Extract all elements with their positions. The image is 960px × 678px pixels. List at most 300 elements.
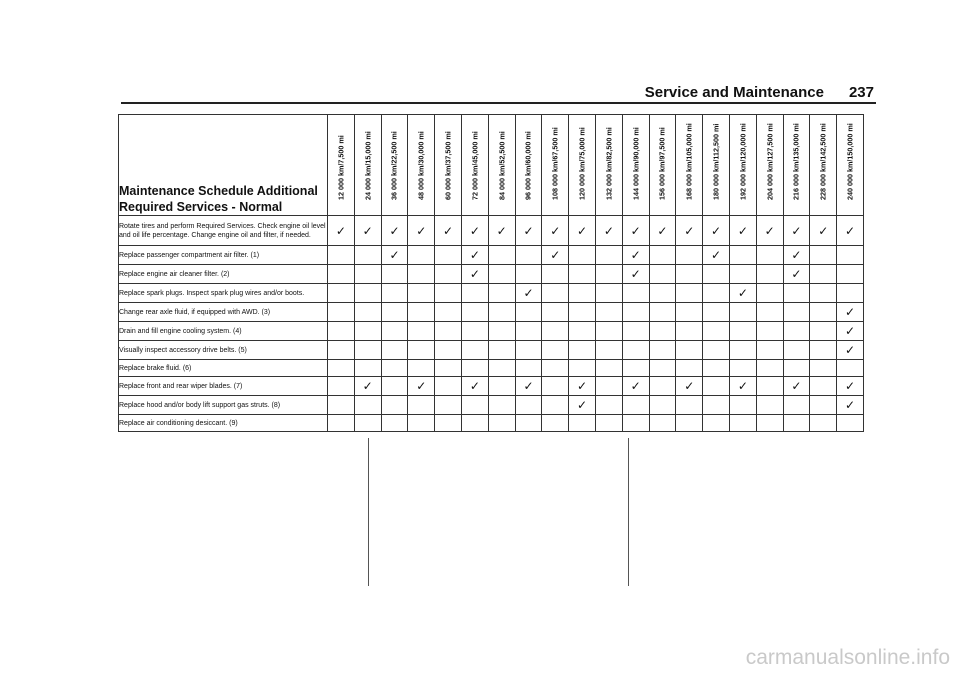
schedule-cell — [542, 303, 569, 322]
schedule-cell — [461, 415, 488, 432]
checkmark-icon: ✓ — [496, 223, 507, 238]
schedule-cell — [515, 303, 542, 322]
schedule-cell — [676, 377, 703, 396]
schedule-cell — [622, 360, 649, 377]
checkmark-icon: ✓ — [737, 379, 748, 393]
schedule-cell — [408, 322, 435, 341]
schedule-cell — [461, 360, 488, 377]
interval-header — [810, 115, 837, 216]
checkmark-icon: ✓ — [737, 223, 748, 238]
schedule-cell — [810, 360, 837, 377]
schedule-cell — [622, 216, 649, 246]
schedule-cell — [649, 396, 676, 415]
schedule-cell — [622, 377, 649, 396]
interval-label: 120 000 km/75,000 mi — [577, 127, 587, 200]
schedule-cell — [515, 415, 542, 432]
schedule-cell — [354, 360, 381, 377]
interval-label: 168 000 km/105,000 mi — [684, 123, 694, 200]
schedule-cell — [676, 216, 703, 246]
service-description: Change rear axle fluid, if equipped with AWD. (3) — [119, 303, 328, 322]
schedule-cell — [783, 360, 810, 377]
service-description: Replace brake fluid. (6) — [119, 360, 328, 377]
checkmark-icon: ✓ — [791, 267, 802, 281]
schedule-cell — [649, 322, 676, 341]
schedule-cell — [542, 216, 569, 246]
schedule-cell — [837, 246, 864, 265]
schedule-cell — [328, 341, 355, 360]
schedule-cell — [354, 216, 381, 246]
interval-header — [542, 115, 569, 216]
schedule-cell — [649, 265, 676, 284]
schedule-cell — [595, 246, 622, 265]
schedule-cell — [595, 216, 622, 246]
schedule-cell — [461, 396, 488, 415]
schedule-cell — [595, 341, 622, 360]
page-header — [0, 0, 960, 110]
schedule-cell — [783, 396, 810, 415]
schedule-cell — [649, 377, 676, 396]
schedule-cell — [542, 246, 569, 265]
interval-header — [622, 115, 649, 216]
schedule-cell — [756, 284, 783, 303]
schedule-cell — [676, 246, 703, 265]
schedule-cell — [837, 284, 864, 303]
section-title: Service and Maintenance — [644, 84, 824, 101]
schedule-cell — [649, 303, 676, 322]
schedule-cell — [381, 303, 408, 322]
table-row — [119, 216, 864, 246]
schedule-cell — [622, 322, 649, 341]
schedule-cell — [569, 341, 596, 360]
schedule-cell — [595, 322, 622, 341]
schedule-cell — [783, 322, 810, 341]
schedule-cell — [622, 265, 649, 284]
table-row — [119, 377, 864, 396]
schedule-cell — [595, 265, 622, 284]
schedule-cell — [837, 415, 864, 432]
schedule-cell — [676, 341, 703, 360]
schedule-cell — [783, 265, 810, 284]
schedule-cell — [488, 377, 515, 396]
checkmark-icon: ✓ — [443, 223, 454, 238]
interval-header — [408, 115, 435, 216]
table-row — [119, 415, 864, 432]
interval-label: 192 000 km/120,000 mi — [738, 123, 748, 200]
interval-header — [328, 115, 355, 216]
schedule-cell — [408, 396, 435, 415]
service-description: Drain and fill engine cooling system. (4) — [119, 322, 328, 341]
schedule-cell — [515, 284, 542, 303]
table-header-row — [119, 115, 864, 216]
schedule-cell — [569, 303, 596, 322]
schedule-cell — [595, 396, 622, 415]
schedule-cell — [435, 216, 462, 246]
checkmark-icon: ✓ — [469, 248, 480, 262]
service-description: Replace hood and/or body lift support gas struts. (8) — [119, 396, 328, 415]
checkmark-icon: ✓ — [416, 223, 427, 238]
schedule-cell — [435, 341, 462, 360]
schedule-cell — [488, 265, 515, 284]
schedule-cell — [488, 216, 515, 246]
schedule-cell — [569, 377, 596, 396]
interval-header — [435, 115, 462, 216]
schedule-cell — [595, 360, 622, 377]
checkmark-icon: ✓ — [469, 379, 480, 393]
schedule-cell — [435, 360, 462, 377]
schedule-cell — [408, 284, 435, 303]
schedule-cell — [729, 265, 756, 284]
schedule-cell — [354, 303, 381, 322]
schedule-cell — [354, 377, 381, 396]
schedule-cell — [542, 396, 569, 415]
checkmark-icon: ✓ — [630, 248, 641, 262]
schedule-cell — [381, 415, 408, 432]
schedule-cell — [515, 341, 542, 360]
schedule-cell — [515, 265, 542, 284]
service-description: Visually inspect accessory drive belts. (5) — [119, 341, 328, 360]
interval-header — [381, 115, 408, 216]
schedule-cell — [703, 322, 730, 341]
interval-label: 144 000 km/90,000 mi — [631, 127, 641, 200]
checkmark-icon: ✓ — [737, 286, 748, 300]
schedule-cell — [676, 303, 703, 322]
table-row — [119, 284, 864, 303]
interval-header — [783, 115, 810, 216]
schedule-cell — [729, 284, 756, 303]
schedule-cell — [461, 322, 488, 341]
schedule-cell — [461, 341, 488, 360]
checkmark-icon: ✓ — [523, 286, 534, 300]
page-number: 237 — [848, 84, 874, 101]
schedule-cell — [381, 265, 408, 284]
schedule-cell — [435, 377, 462, 396]
schedule-cell — [622, 246, 649, 265]
schedule-cell — [837, 216, 864, 246]
schedule-cell — [703, 396, 730, 415]
schedule-cell — [622, 341, 649, 360]
interval-header — [676, 115, 703, 216]
schedule-cell — [756, 396, 783, 415]
schedule-cell — [328, 284, 355, 303]
schedule-cell — [542, 322, 569, 341]
schedule-cell — [354, 246, 381, 265]
schedule-cell — [515, 396, 542, 415]
schedule-cell — [354, 396, 381, 415]
schedule-cell — [435, 284, 462, 303]
schedule-cell — [756, 303, 783, 322]
schedule-cell — [328, 396, 355, 415]
schedule-cell — [837, 360, 864, 377]
schedule-cell — [810, 322, 837, 341]
schedule-cell — [542, 284, 569, 303]
schedule-cell — [408, 377, 435, 396]
schedule-cell — [488, 341, 515, 360]
interval-header — [703, 115, 730, 216]
schedule-cell — [810, 216, 837, 246]
schedule-cell — [408, 341, 435, 360]
schedule-cell — [435, 322, 462, 341]
checkmark-icon: ✓ — [362, 223, 373, 238]
schedule-cell — [354, 322, 381, 341]
checkmark-icon: ✓ — [362, 379, 373, 393]
interval-label: 228 000 km/142,500 mi — [818, 123, 828, 200]
interval-label: 36 000 km/22,500 mi — [389, 131, 399, 200]
schedule-cell — [649, 360, 676, 377]
schedule-cell — [676, 360, 703, 377]
schedule-cell — [649, 341, 676, 360]
schedule-cell — [381, 360, 408, 377]
schedule-cell — [837, 396, 864, 415]
interval-header — [595, 115, 622, 216]
schedule-cell — [488, 322, 515, 341]
schedule-cell — [488, 284, 515, 303]
schedule-cell — [756, 377, 783, 396]
interval-label: 156 000 km/97,500 mi — [657, 127, 667, 200]
schedule-cell — [703, 284, 730, 303]
schedule-cell — [622, 303, 649, 322]
schedule-cell — [703, 415, 730, 432]
schedule-cell — [676, 265, 703, 284]
interval-label: 72 000 km/45,000 mi — [470, 131, 480, 200]
schedule-cell — [729, 377, 756, 396]
schedule-cell — [783, 284, 810, 303]
schedule-cell — [488, 303, 515, 322]
table-row — [119, 396, 864, 415]
checkmark-icon: ✓ — [684, 379, 695, 393]
interval-label: 132 000 km/82,500 mi — [604, 127, 614, 200]
schedule-cell — [729, 322, 756, 341]
checkmark-icon: ✓ — [845, 305, 856, 319]
checkmark-icon: ✓ — [657, 223, 668, 238]
schedule-cell — [622, 415, 649, 432]
schedule-cell — [354, 415, 381, 432]
interval-label: 240 000 km/150,000 mi — [845, 123, 855, 200]
table-row — [119, 246, 864, 265]
interval-label: 48 000 km/30,000 mi — [416, 131, 426, 200]
schedule-cell — [649, 415, 676, 432]
schedule-cell — [649, 284, 676, 303]
schedule-cell — [703, 265, 730, 284]
schedule-cell — [837, 303, 864, 322]
schedule-cell — [381, 216, 408, 246]
checkmark-icon: ✓ — [791, 379, 802, 393]
schedule-cell — [622, 284, 649, 303]
schedule-cell — [381, 377, 408, 396]
schedule-cell — [756, 216, 783, 246]
interval-header — [488, 115, 515, 216]
schedule-cell — [381, 322, 408, 341]
service-description: Rotate tires and perform Required Services. Check engine oil level and oil life percentage. Change engine oil and filter, if needed. — [119, 216, 328, 246]
schedule-cell — [756, 415, 783, 432]
schedule-cell — [595, 303, 622, 322]
schedule-cell — [515, 322, 542, 341]
schedule-cell — [569, 246, 596, 265]
schedule-cell — [810, 396, 837, 415]
schedule-cell — [729, 415, 756, 432]
schedule-cell — [837, 377, 864, 396]
schedule-cell — [381, 341, 408, 360]
interval-header — [569, 115, 596, 216]
schedule-cell — [783, 341, 810, 360]
checkmark-icon: ✓ — [845, 223, 856, 238]
schedule-cell — [622, 396, 649, 415]
schedule-cell — [676, 396, 703, 415]
schedule-cell — [756, 341, 783, 360]
checkmark-icon: ✓ — [523, 379, 534, 393]
schedule-cell — [756, 265, 783, 284]
schedule-cell — [542, 377, 569, 396]
interval-label: 96 000 km/60,000 mi — [523, 131, 533, 200]
schedule-cell — [810, 341, 837, 360]
table-row — [119, 341, 864, 360]
schedule-cell — [649, 246, 676, 265]
checkmark-icon: ✓ — [845, 324, 856, 338]
schedule-cell — [810, 377, 837, 396]
header-rule — [121, 102, 876, 104]
schedule-cell — [515, 216, 542, 246]
schedule-cell — [810, 415, 837, 432]
checkmark-icon: ✓ — [711, 248, 722, 262]
schedule-cell — [810, 284, 837, 303]
schedule-cell — [408, 265, 435, 284]
divider-line-left — [368, 438, 369, 586]
schedule-cell — [676, 415, 703, 432]
interval-header — [729, 115, 756, 216]
schedule-cell — [703, 246, 730, 265]
table-row — [119, 303, 864, 322]
table-row — [119, 322, 864, 341]
checkmark-icon: ✓ — [845, 379, 856, 393]
schedule-cell — [461, 246, 488, 265]
interval-header — [649, 115, 676, 216]
schedule-cell — [461, 284, 488, 303]
schedule-cell — [381, 284, 408, 303]
schedule-cell — [756, 322, 783, 341]
schedule-cell — [676, 284, 703, 303]
schedule-cell — [729, 303, 756, 322]
schedule-cell — [515, 246, 542, 265]
schedule-cell — [435, 303, 462, 322]
schedule-cell — [649, 216, 676, 246]
checkmark-icon: ✓ — [550, 248, 561, 262]
interval-label: 108 000 km/67,500 mi — [550, 127, 560, 200]
schedule-cell — [435, 246, 462, 265]
divider-line-right — [628, 438, 629, 586]
schedule-cell — [595, 284, 622, 303]
interval-label: 180 000 km/112,500 mi — [711, 123, 721, 200]
checkmark-icon: ✓ — [818, 223, 829, 238]
schedule-cell — [461, 265, 488, 284]
schedule-cell — [729, 246, 756, 265]
schedule-cell — [328, 322, 355, 341]
schedule-cell — [569, 284, 596, 303]
schedule-cell — [488, 415, 515, 432]
schedule-cell — [783, 246, 810, 265]
schedule-cell — [542, 360, 569, 377]
table-title-line2: Required Services - Normal — [119, 200, 283, 214]
table-row — [119, 360, 864, 377]
checkmark-icon: ✓ — [603, 223, 614, 238]
schedule-cell — [461, 303, 488, 322]
schedule-cell — [435, 415, 462, 432]
service-description: Replace spark plugs. Inspect spark plug wires and/or boots. — [119, 284, 328, 303]
checkmark-icon: ✓ — [577, 223, 588, 238]
schedule-cell — [595, 415, 622, 432]
checkmark-icon: ✓ — [845, 398, 856, 412]
schedule-cell — [703, 377, 730, 396]
schedule-cell — [328, 360, 355, 377]
checkmark-icon: ✓ — [469, 223, 480, 238]
schedule-cell — [542, 415, 569, 432]
schedule-cell — [328, 265, 355, 284]
schedule-cell — [783, 415, 810, 432]
schedule-cell — [328, 246, 355, 265]
schedule-cell — [488, 246, 515, 265]
schedule-cell — [703, 341, 730, 360]
table-title — [119, 115, 328, 216]
schedule-cell — [328, 415, 355, 432]
interval-header — [461, 115, 488, 216]
schedule-cell — [837, 322, 864, 341]
schedule-cell — [408, 246, 435, 265]
interval-label: 84 000 km/52,500 mi — [497, 131, 507, 200]
schedule-cell — [408, 415, 435, 432]
checkmark-icon: ✓ — [469, 267, 480, 281]
table-row — [119, 265, 864, 284]
schedule-cell — [595, 377, 622, 396]
checkmark-icon: ✓ — [791, 248, 802, 262]
schedule-cell — [328, 377, 355, 396]
schedule-cell — [729, 360, 756, 377]
schedule-cell — [569, 322, 596, 341]
schedule-cell — [783, 216, 810, 246]
schedule-cell — [354, 265, 381, 284]
interval-label: 204 000 km/127,500 mi — [765, 123, 775, 200]
schedule-cell — [676, 322, 703, 341]
schedule-cell — [461, 216, 488, 246]
schedule-cell — [515, 360, 542, 377]
schedule-cell — [542, 341, 569, 360]
interval-header — [837, 115, 864, 216]
checkmark-icon: ✓ — [550, 223, 561, 238]
maintenance-schedule-table — [118, 114, 864, 432]
schedule-cell — [810, 303, 837, 322]
schedule-cell — [703, 360, 730, 377]
schedule-cell — [756, 360, 783, 377]
checkmark-icon: ✓ — [630, 379, 641, 393]
schedule-cell — [569, 216, 596, 246]
interval-header — [354, 115, 381, 216]
service-description: Replace passenger compartment air filter. (1) — [119, 246, 328, 265]
schedule-cell — [810, 265, 837, 284]
checkmark-icon: ✓ — [577, 379, 588, 393]
interval-label: 12 000 km/7,500 mi — [336, 135, 346, 200]
schedule-cell — [703, 303, 730, 322]
schedule-cell — [703, 216, 730, 246]
schedule-cell — [837, 265, 864, 284]
schedule-cell — [569, 415, 596, 432]
checkmark-icon: ✓ — [711, 223, 722, 238]
schedule-cell — [783, 377, 810, 396]
schedule-cell — [729, 341, 756, 360]
interval-label: 60 000 km/37,500 mi — [443, 131, 453, 200]
schedule-cell — [729, 396, 756, 415]
checkmark-icon: ✓ — [845, 343, 856, 357]
schedule-cell — [837, 341, 864, 360]
checkmark-icon: ✓ — [416, 379, 427, 393]
checkmark-icon: ✓ — [684, 223, 695, 238]
schedule-cell — [435, 396, 462, 415]
